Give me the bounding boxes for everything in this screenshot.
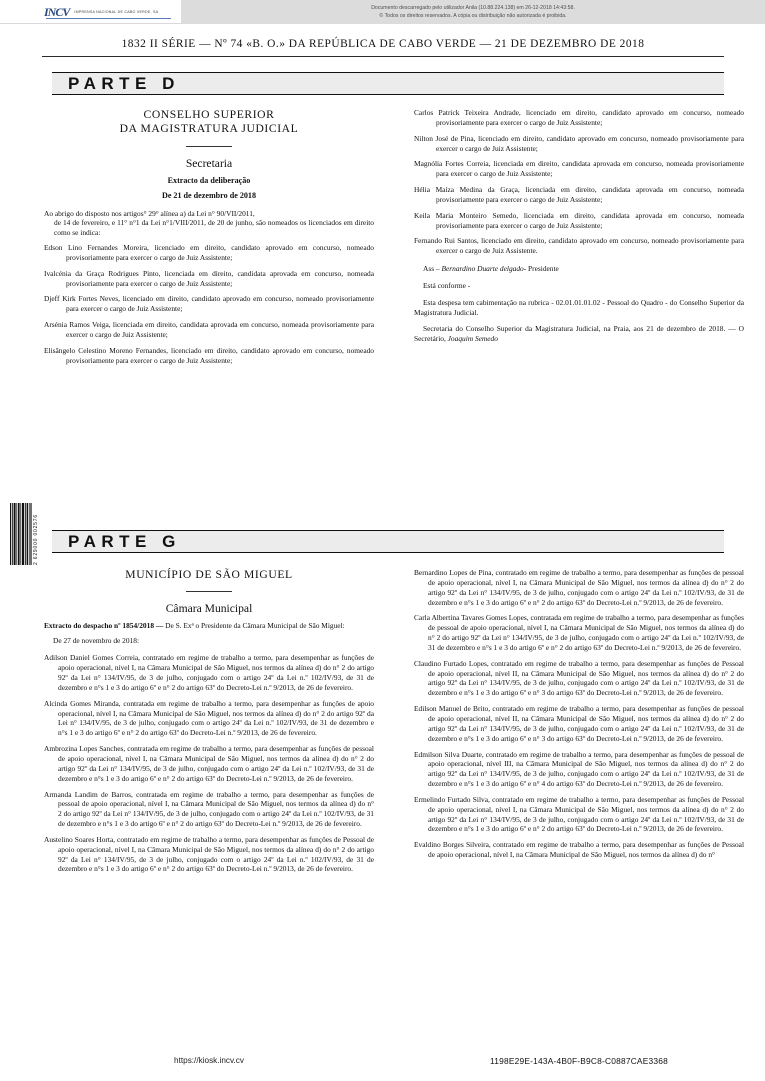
parte-d-organ-title xyxy=(44,108,374,137)
parte-d-organ-title-line1: CONSELHO SUPERIOR xyxy=(143,108,275,121)
parte-d-signature xyxy=(414,264,744,274)
parte-g-contract-entry: Edmilson Silva Duarte, contratado em regime de trabalho a termo, para desempenhar as funções de pessoal de apoio operacional, nível III, na Câmara Municipal de São Miguel, nos termos da alínea d) do n° 2 do artigo 92º da Lei n° 134/IV/95, de 3 de julho, conjugado com o artigo 24º da Lei n.º 102/IV/93, de 31 de dezembro e n°s 1 e 3 do artigo 6º e n° 4 do artigo 63º do Decreto-Lei n.º 9/2013, de 26 de fevereiro. xyxy=(414,749,744,789)
parte-g-banner xyxy=(52,530,724,553)
parte-g-divider xyxy=(186,591,232,592)
parte-d-left-column xyxy=(44,108,374,371)
barcode xyxy=(10,503,40,565)
parte-g-contract-entry: Carla Albertina Tavares Gomes Lopes, contratada em regime de trabalho a termo, para desempenhar as funções de pessoal de apoio operacional, nível I, na Câmara Municipal de São Miguel, nos termos da alínea d) do n° 2 do artigo 92º da Lei n° 134/IV/95, de 3 de julho, conjugado com o artigo 24º da Lei n.º 102/IV/93, de 31 de dezembro e n°s 1 e 3 do artigo 6º e n° 2 do artigo 63º do Decreto-Lei n.º 9/2013, de 26 de fevereiro. xyxy=(414,613,744,652)
parte-d-intro xyxy=(44,209,374,239)
parte-g-banner-label: PARTE G xyxy=(68,531,181,551)
parte-d-nomination-entry: Ivalcénia da Graça Rodrigues Pinto, licenciada em direito, candidata aprovada em concurso, nomeada provisoriamente para exercer o cargo de Juiz Assistente; xyxy=(44,268,374,288)
parte-g-organ-title: MUNICÍPIO DE SÃO MIGUEL xyxy=(125,568,293,581)
incv-logo xyxy=(0,0,181,24)
barcode-bars xyxy=(10,503,32,565)
download-notice-line1: Documento descarregado pelo utilizador Anila (10.88.224.138) em 26-12-2018 14:43:58. xyxy=(371,4,575,11)
parte-d-nomination-entry: Elisângelo Celestino Moreno Fernandes, licenciado em direito, candidato aprovado em concurso, nomeado provisoriamente para exercer o cargo de Juiz Assistente; xyxy=(44,345,374,365)
logo-underline xyxy=(46,18,171,19)
parte-g-despacho-rest: De S. Exª o Presidente da Câmara Municipal de São Miguel: xyxy=(165,620,345,630)
parte-d-signature-prefix: Ass – xyxy=(423,264,442,274)
parte-g-contract-entry: Ermelindo Furtado Silva, contratado em regime de trabalho a termo, para desempenhar as funções de Pessoal de apoio operacional, nível I, na Câmara Municipal de São Miguel, nos termos da alínea d) do n° 2 do artigo 92º da Lei n° 134/IV/95, de 3 de julho, conjugado com o artigo 24º da Lei n.º 102/IV/93, de 31 de dezembro e n°s 1 e 3 do artigo 6º e n° 2 do artigo 63º do Decreto-Lei n.º 9/2013, de 26 de fevereiro. xyxy=(414,794,744,834)
parte-g-left-column xyxy=(44,568,374,880)
parte-g-contract-entry: Austelino Soares Horta, contratado em regime de trabalho a termo, para desempenhar as funções de Pessoal de apoio operacional, nível I, na Câmara Municipal de São Miguel, nos termos da alínea d) do n° 2 do artigo 92º da Lei n° 134/IV/95, de 3 de julho, conjugado com o artigo 24º da Lei n.º 102/IV/93, de 31 de dezembro e n°s 1 e 3 do artigo 6º e n° 2 do artigo 63º do Decreto-Lei n.º 9/2013, de 26 de fevereiro. xyxy=(44,834,374,874)
parte-d-nomination-entry: Keila Maria Monteiro Semedo, licenciada em direito, candidata aprovada em concurso, nomeada provisoriamente para exercer o cargo de Juiz Assistente; xyxy=(414,210,744,230)
parte-d-conforme: Está conforme - xyxy=(423,281,471,291)
parte-d-section-sub1: Extracto da deliberação xyxy=(167,176,251,186)
parte-d-closing-name: Joaquim Semedo xyxy=(447,334,498,344)
parte-d-intro-line1: Ao abrigo do disposto nos artigos° 29° alínea a) da Lei n° 90/VII/2011, xyxy=(44,208,255,218)
parte-d-divider xyxy=(186,146,232,147)
parte-d-nomination-entry: Carlos Patrick Teixeira Andrade, licenciado em direito, candidato aprovado em concurso, nomeado provisoriamente para exercer o cargo de Juiz Assistente; xyxy=(414,108,744,127)
parte-g-despacho xyxy=(44,621,374,631)
parte-d-closing-text: Secretaria do Conselho Superior da Magistratura Judicial, na Praia, aos 21 de dezembro de 2018. — O Secretário, xyxy=(414,324,744,344)
parte-d-nomination-entry: Nilton José de Pina, licenciado em direito, candidato aprovado em concurso, nomeado provisoriamente para exercer o cargo de Juiz Assistente; xyxy=(414,133,744,153)
barcode-number: 2 629000 002576 xyxy=(33,514,39,565)
parte-d-signature-name: Bernardino Duarte delgado xyxy=(441,264,524,274)
parte-g-contract-entry: Edilson Manuel de Brito, contratado em regime de trabalho a termo, para desempenhar as funções de pessoal de apoio operacional, nível II, na Câmara Municipal de São Miguel, nos termos da alínea d) do n° 2 do artigo 92º da Lei n° 134/IV/95, de 3 de julho, conjugado com o artigo 24º da Lei n.º 102/IV/93, de 31 de dezembro e n°s 1 e 3 do artigo 6º e n° 3 do artigo 63º do Decreto-Lei n.º 9/2013, de 26 de fevereiro. xyxy=(414,704,744,743)
parte-g-contract-entry: Ambrozina Lopes Sanches, contratada em regime de trabalho a termo, para desempenhar as funções de pessoal de apoio operacional, nível I, na Câmara Municipal de São Miguel, nos termos da alínea d) do n° 2 do artigo 92º da Lei n° 134/IV/95, de 3 de julho, conjugado com o artigo 24º da Lei n.º 102/IV/93, de 31 de dezembro e n°s 1 e 3 do artigo 6º e n° 2 do artigo 63º do Decreto-Lei n.º 9/2013, de 26 de fevereiro. xyxy=(44,744,374,783)
incv-logo-mark: INCV xyxy=(44,4,70,19)
footer-url[interactable]: https://kiosk.incv.cv xyxy=(174,1056,244,1065)
running-head-rule xyxy=(42,56,724,57)
parte-g-section-title: Câmara Municipal xyxy=(165,602,253,616)
parte-d-nomination-entry: Arsénia Ramos Veiga, licenciada em direito, candidata aprovada em concurso, nomeada provisoriamente para exercer o cargo de Juiz Assistente; xyxy=(44,320,374,339)
parte-g-contract-entry: Alcinda Gomes Miranda, contratada em regime de trabalho a termo, para desempenhar as funções de apoio operacional, nível I, na Câmara Municipal de São Miguel, nos termos da alínea d) do n° 2 do artigo 92º da Lei n° 134/IV/95, de 3 de julho, conjugado com o artigo 24º da Lei n.º 102/IV/93, de 31 de dezembro e n°s 1 e 3 do artigo 6º e n° 2 do artigo 63º do Decreto-Lei n.º 9/2013, de 26 de fevereiro. xyxy=(44,698,374,738)
parte-g-contract-entry: Armanda Landim de Barros, contratada em regime de trabalho a termo, para desempenhar as funções de pessoal de apoio operacional, nível I, na Câmara Municipal de São Miguel, nos termos da alínea d) do n° 2 do artigo 92º da Lei n° 134/IV/95, de 3 de julho, conjugado com o artigo 24º da Lei n.º 102/IV/93, de 31 de dezembro e n°s 1 e 3 do artigo 6º e n° 2 do artigo 63º do Decreto-Lei n.º 9/2013, de 26 de fevereiro. xyxy=(44,789,374,829)
parte-d-signature-suffix: - Presidente xyxy=(523,264,559,274)
parte-d-organ-title-line2: DA MAGISTRATURA JUDICIAL xyxy=(119,122,299,136)
parte-d-nomination-entry: Hélia Maíza Medina da Graça, licenciada em direito, candidata aprovada em concurso, nomeada provisoriamente para exercer o cargo de Juiz Assistente; xyxy=(414,185,744,204)
parte-g-date-line: De 27 de novembro de 2018: xyxy=(53,636,139,646)
barcode-bars-svg xyxy=(10,503,32,565)
download-notice-line2: © Todos os direitos reservados. A cópia ou distribuição não autorizada é proibida. xyxy=(379,12,567,19)
parte-d-banner-label: PARTE D xyxy=(68,73,180,93)
parte-d-right-column xyxy=(414,108,744,350)
footer-document-uid: 1198E29E-143A-4B0F-B9C8-C0887CAE3368 xyxy=(490,1056,668,1066)
incv-logo-text: IMPRENSA NACIONAL DE CABO VERDE, SA xyxy=(74,9,159,14)
parte-d-nomination-entry: Magnólia Fortes Correia, licenciada em direito, candidata aprovada em concurso, nomeada provisoriamente para exercer o cargo de Juiz Assistente; xyxy=(414,159,744,179)
parte-d-nomination-entry: Djeff Kirk Fortes Neves, licenciado em direito, candidato aprovado em concurso, nomeado provisoriamente para exercer o cargo de Juiz Assistente; xyxy=(44,294,374,314)
parte-g-contract-entry: Bernardino Lopes de Pina, contratado em regime de trabalho a termo, para desempenhar as funções de pessoal de apoio operacional, nível I, na Câmara Municipal de São Miguel, nos termos da alínea d) do n° 2 do artigo 92º da Lei n° 134/IV/95, de 3 de julho, conjugado com o artigo 24º da Lei n.º 102/IV/93, de 31 de dezembro e n°s 1 e 3 do artigo 6º e n° 2 do artigo 63º do Decreto-Lei n.º 9/2013, de 26 de fevereiro. xyxy=(414,568,744,607)
parte-d-nomination-entry: Fernando Rui Santos, licenciado em direito, candidato aprovado em concurso, nomeado provisoriamente para exercer o cargo de Juiz Assistente. xyxy=(414,236,744,256)
parte-g-right-column xyxy=(414,568,744,866)
parte-d-banner xyxy=(52,72,724,95)
parte-g-contract-entry: Claudino Furtado Lopes, contratado em regime de trabalho a termo, para desempenhar as funções de Pessoal de apoio operacional, nível II, na Câmara Municipal de São Miguel, nos termos da alínea d) do n° 2 do artigo 92º da Lei n° 134/IV/95, de 3 de julho, conjugado com o artigo 24º da Lei n.º 102/IV/93, de 31 de dezembro e n°s 1 e 3 do artigo 6º e n° 3 do artigo 63º do Decreto-Lei n.º 9/2013, de 26 de fevereiro. xyxy=(414,658,744,698)
parte-g-despacho-label: Extracto do despacho nº 1854/2018 — xyxy=(44,620,166,630)
parte-g-contract-entry: Evaldino Borges Silveira, contratado em regime de trabalho a termo, para desempenhar as funções de Pessoal de apoio operacional, nível I, na Câmara Municipal de São Miguel, nos termos da alínea d) do n° xyxy=(414,840,744,860)
parte-d-intro-line2: de 14 de fevereiro, e 11° n°1 da Lei n°1/VIII/2011, de 20 de junho, são nomeados os licenciados em direito como se indica: xyxy=(54,218,374,238)
parte-g-contract-entry: Adilson Daniel Gomes Correia, contratado em regime de trabalho a termo, para desempenhar as funções de apoio operacional, nível I, na Câmara Municipal de São Miguel, nos termos da alínea d) do n° 2 do artigo 92º da Lei n° 134/IV/95, de 3 de julho, conjugado com o artigo 24º da Lei n.º 102/IV/93, de 31 de dezembro e n°s 1 e 3 do artigo 6º e n° 2 do artigo 63º do Decreto-Lei n.º 9/2013, de 26 de fevereiro. xyxy=(44,653,374,692)
parte-d-section-title: Secretaria xyxy=(185,156,233,170)
parte-d-despesa: Esta despesa tem cabimentação na rubrica - 02.01.01.01.02 - Pessoal do Quadro - do Conselho Superior da Magistratura Judicial. xyxy=(414,298,744,318)
parte-d-nomination-entry: Edson Lino Fernandes Moreira, licenciado em direito, candidato aprovado em concurso, nomeado provisoriamente para exercer o cargo de Juiz Assistente; xyxy=(44,243,374,262)
parte-d-closing xyxy=(414,324,744,344)
parte-d-section-sub2: De 21 de dezembro de 2018 xyxy=(161,190,257,200)
download-notice xyxy=(181,0,765,24)
running-head: 1832 II SÉRIE — Nº 74 «B. O.» DA REPÚBLICA DE CABO VERDE — 21 DE DEZEMBRO DE 2018 xyxy=(121,38,645,50)
